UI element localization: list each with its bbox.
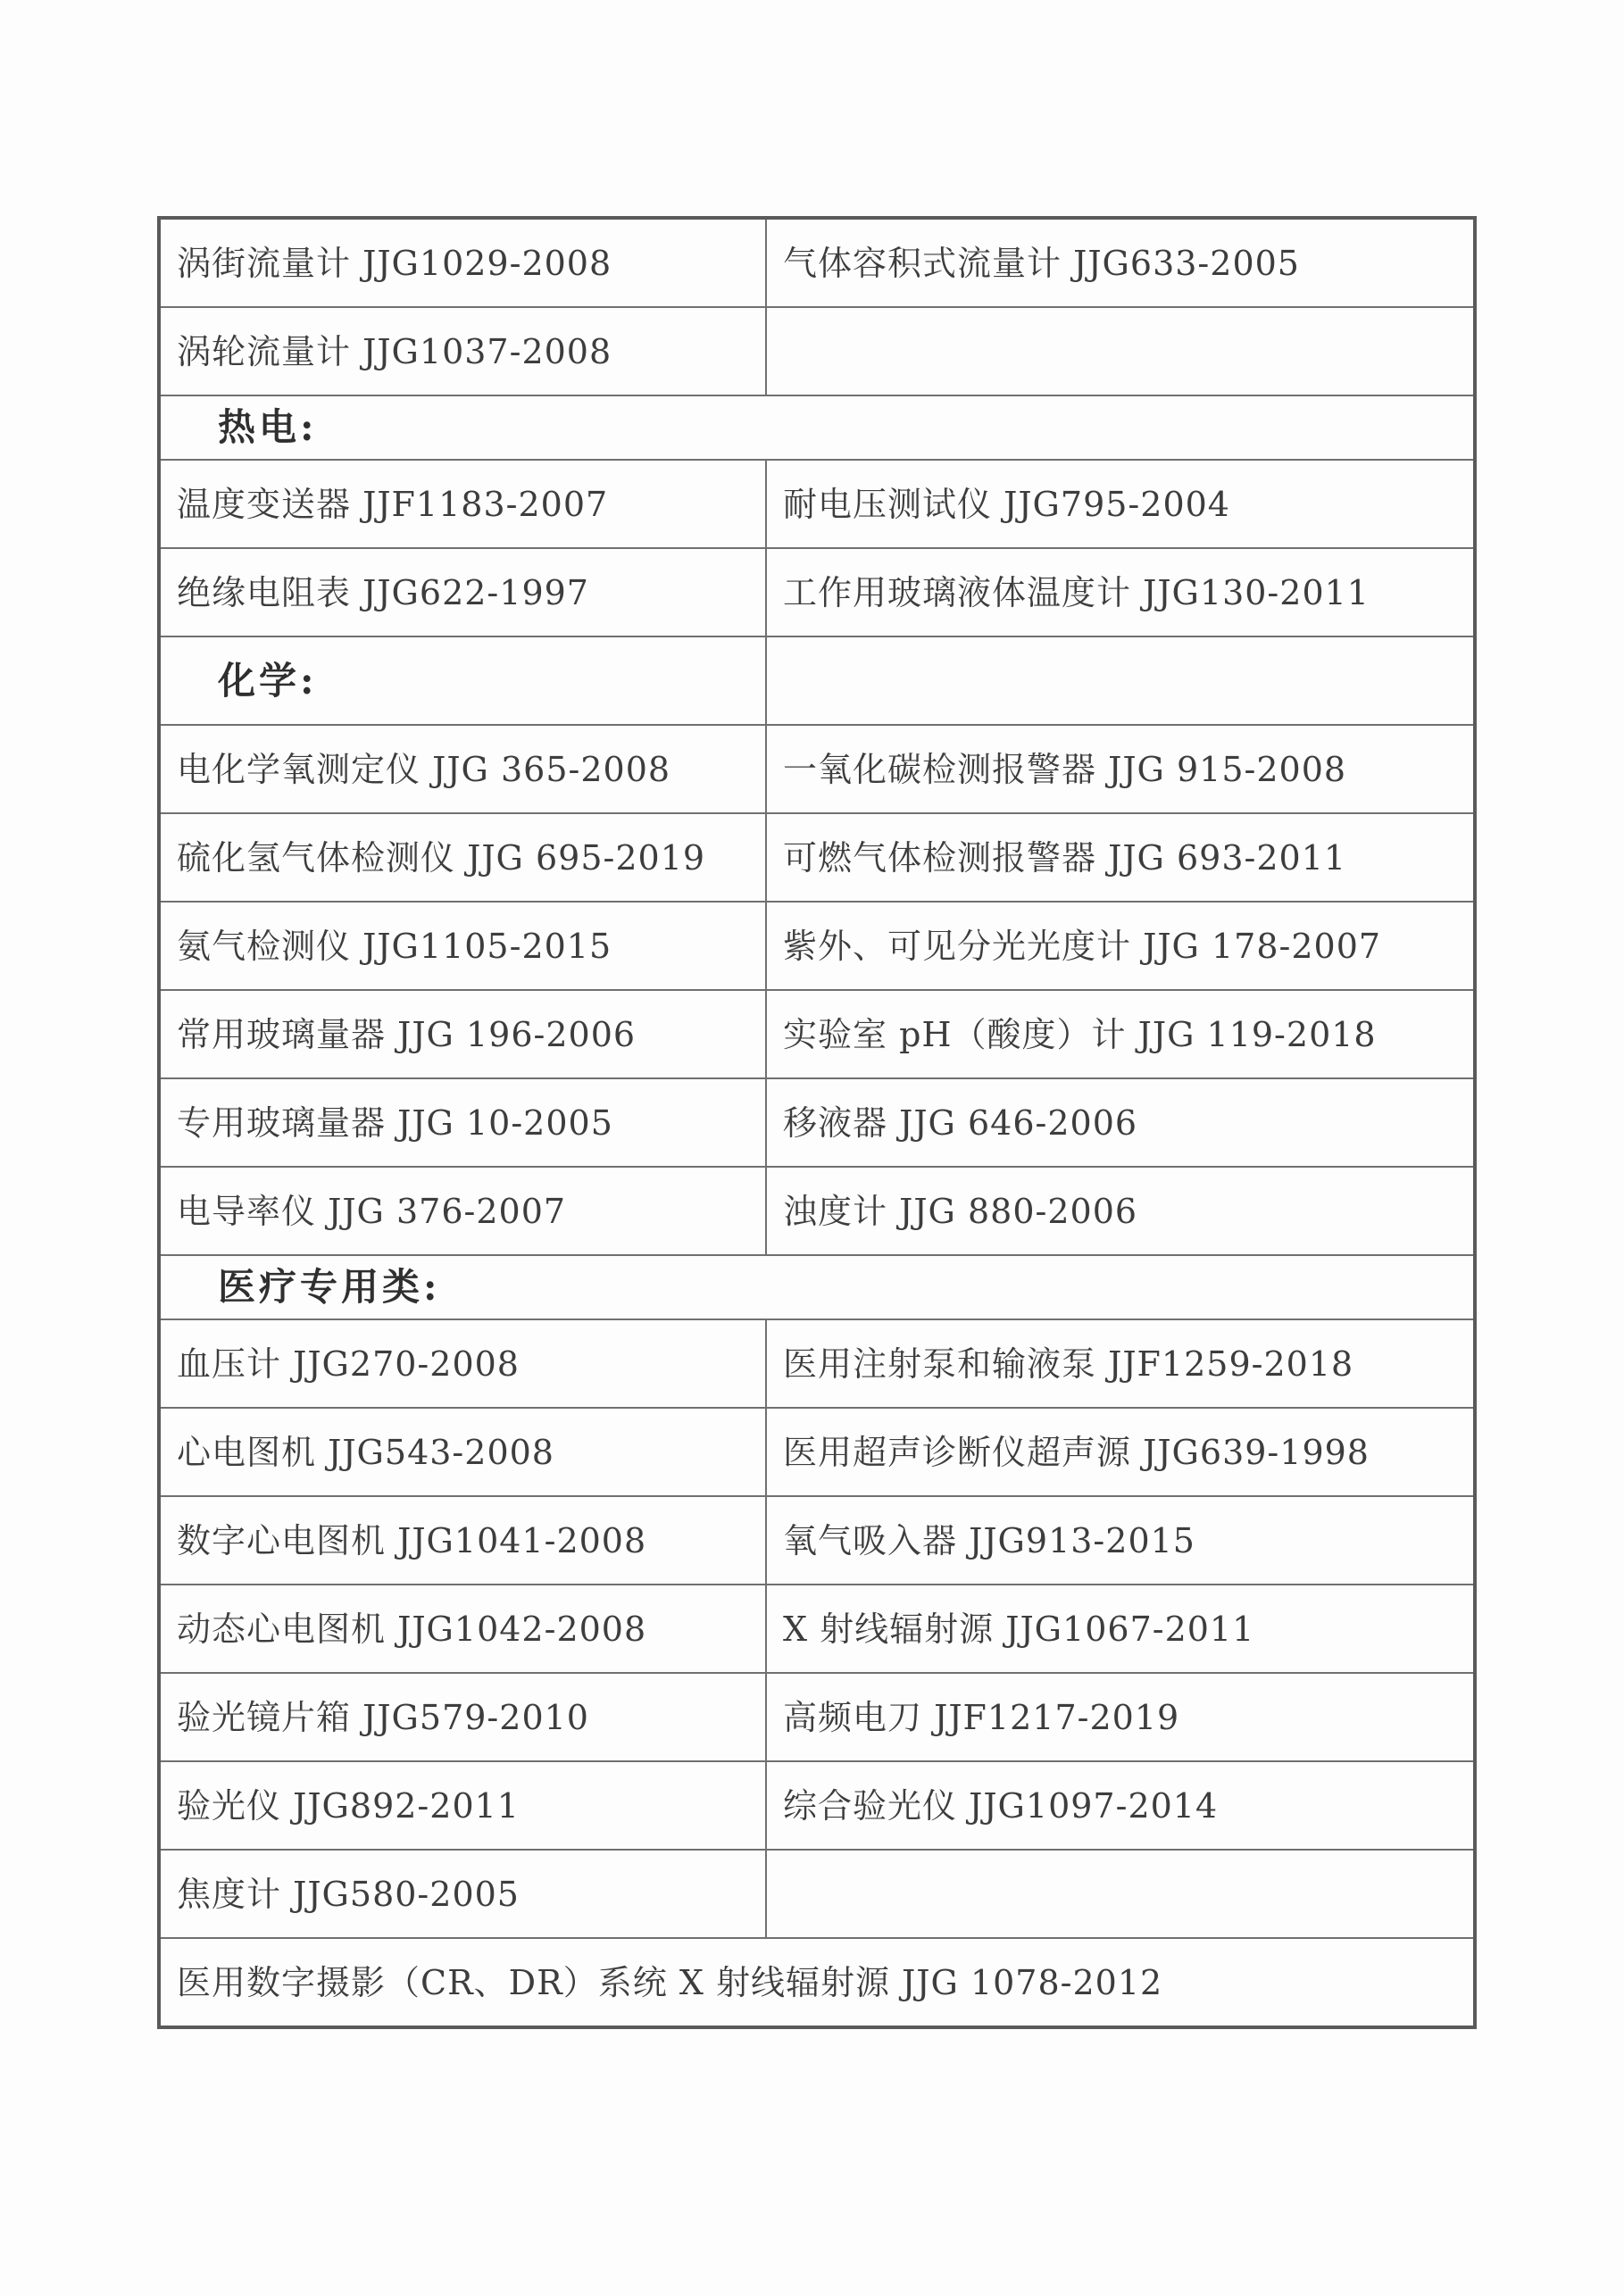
table-cell: 涡轮流量计 JJG1037-2008	[159, 307, 766, 395]
category-row	[159, 636, 1475, 725]
table-row	[159, 1319, 1475, 1408]
table-row	[159, 1673, 1475, 1761]
table-cell: 气体容积式流量计 JJG633-2005	[766, 218, 1475, 307]
table-cell: 氨气检测仪 JJG1105-2015	[159, 902, 766, 990]
table-cell: 硫化氢气体检测仪 JJG 695-2019	[159, 813, 766, 902]
table-row	[159, 1408, 1475, 1496]
table-row	[159, 1585, 1475, 1673]
table-cell: 一氧化碳检测报警器 JJG 915-2008	[766, 725, 1475, 813]
table-cell	[766, 307, 1475, 395]
category-row	[159, 1255, 1475, 1319]
table-row	[159, 307, 1475, 395]
table-cell: 绝缘电阻表 JJG622-1997	[159, 548, 766, 636]
table-row	[159, 990, 1475, 1078]
table-cell: 验光仪 JJG892-2011	[159, 1761, 766, 1850]
table-cell: 综合验光仪 JJG1097-2014	[766, 1761, 1475, 1850]
table-cell: 医用注射泵和输液泵 JJF1259-2018	[766, 1319, 1475, 1408]
table-cell: 移液器 JJG 646-2006	[766, 1078, 1475, 1167]
instrument-scope-table	[157, 216, 1477, 2029]
table-cell: X 射线辐射源 JJG1067-2011	[766, 1585, 1475, 1673]
table-row	[159, 1938, 1475, 2027]
table-cell: 涡街流量计 JJG1029-2008	[159, 218, 766, 307]
table-row	[159, 1850, 1475, 1938]
table-row	[159, 460, 1475, 548]
table-cell: 温度变送器 JJF1183-2007	[159, 460, 766, 548]
table-cell: 验光镜片箱 JJG579-2010	[159, 1673, 766, 1761]
category-heading: 热电:	[159, 395, 1475, 460]
table-cell: 浊度计 JJG 880-2006	[766, 1167, 1475, 1255]
table-row	[159, 902, 1475, 990]
table-cell: 焦度计 JJG580-2005	[159, 1850, 766, 1938]
table-cell: 氧气吸入器 JJG913-2015	[766, 1496, 1475, 1585]
table-cell: 医用超声诊断仪超声源 JJG639-1998	[766, 1408, 1475, 1496]
table-cell: 常用玻璃量器 JJG 196-2006	[159, 990, 766, 1078]
category-heading: 化学:	[159, 636, 766, 725]
table-cell: 专用玻璃量器 JJG 10-2005	[159, 1078, 766, 1167]
table-cell: 电导率仪 JJG 376-2007	[159, 1167, 766, 1255]
table-cell	[766, 636, 1475, 725]
table-cell: 高频电刀 JJF1217-2019	[766, 1673, 1475, 1761]
table-cell: 数字心电图机 JJG1041-2008	[159, 1496, 766, 1585]
category-row	[159, 395, 1475, 460]
table-row	[159, 1761, 1475, 1850]
table-cell-full: 医用数字摄影（CR、DR）系统 X 射线辐射源 JJG 1078-2012	[159, 1938, 1475, 2027]
table-row	[159, 813, 1475, 902]
table-row	[159, 218, 1475, 307]
table-cell: 工作用玻璃液体温度计 JJG130-2011	[766, 548, 1475, 636]
table-row	[159, 1078, 1475, 1167]
table-row	[159, 548, 1475, 636]
table-cell	[766, 1850, 1475, 1938]
table-cell: 耐电压测试仪 JJG795-2004	[766, 460, 1475, 548]
table-row	[159, 1496, 1475, 1585]
table-row	[159, 1167, 1475, 1255]
table-cell: 可燃气体检测报警器 JJG 693-2011	[766, 813, 1475, 902]
table-cell: 心电图机 JJG543-2008	[159, 1408, 766, 1496]
table-cell: 血压计 JJG270-2008	[159, 1319, 766, 1408]
table-cell: 实验室 pH（酸度）计 JJG 119-2018	[766, 990, 1475, 1078]
table-cell: 电化学氧测定仪 JJG 365-2008	[159, 725, 766, 813]
table-cell: 动态心电图机 JJG1042-2008	[159, 1585, 766, 1673]
table-row	[159, 725, 1475, 813]
category-heading: 医疗专用类:	[159, 1255, 1475, 1319]
table-cell: 紫外、可见分光光度计 JJG 178-2007	[766, 902, 1475, 990]
